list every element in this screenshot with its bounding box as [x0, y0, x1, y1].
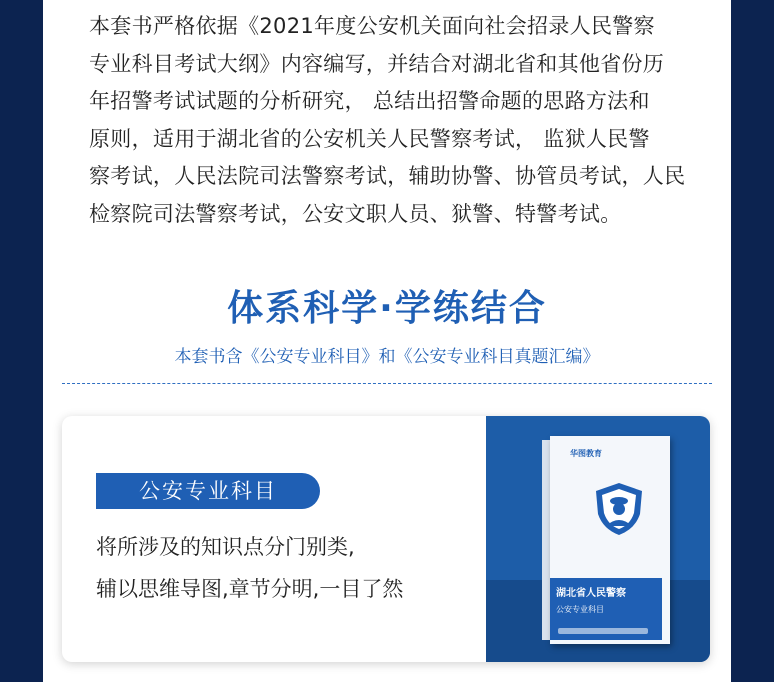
right-frame	[731, 0, 774, 682]
intro-line: 察考试，人民法院司法警察考试，辅助协警、协管员考试，人民	[89, 164, 686, 189]
book-publisher-strip	[558, 628, 648, 634]
intro-line: 检察院司法警察考试，公安文职人员、狱警、特警考试。	[89, 201, 622, 226]
intro-line: 原则，适用于湖北省的公安机关人民警察考试， 监狱人民警	[89, 126, 650, 151]
intro-line: 年招警考试试题的分析研究， 总结出招警命题的思路方法和	[89, 89, 650, 114]
dashed-divider	[62, 383, 712, 384]
desc-line: 将所涉及的知识点分门别类,	[96, 535, 355, 559]
intro-paragraph	[89, 8, 699, 234]
left-frame	[0, 0, 43, 682]
book-subtitle: 公安专业科目	[556, 605, 604, 614]
book-logo: 华图教育	[570, 449, 602, 458]
book-title: 湖北省人民警察	[556, 588, 626, 599]
book-cover-image	[542, 436, 670, 644]
section-subheading: 本套书含《公安专业科目》和《公安专业科目真题汇编》	[174, 347, 600, 367]
intro-line: 专业科目考试大纲》内容编写，并结合对湖北省和其他省份历	[89, 51, 665, 76]
product-card	[62, 416, 710, 662]
card-description	[96, 526, 496, 610]
section-heading: 体系科学·学练结合	[227, 288, 547, 329]
intro-line: 本套书严格依据《2021年度公安机关面向社会招录人民警察	[89, 14, 655, 38]
category-label: 公安专业科目	[96, 473, 320, 509]
desc-line: 辅以思维导图,章节分明,一目了然	[96, 577, 404, 601]
police-emblem-icon	[590, 480, 648, 538]
